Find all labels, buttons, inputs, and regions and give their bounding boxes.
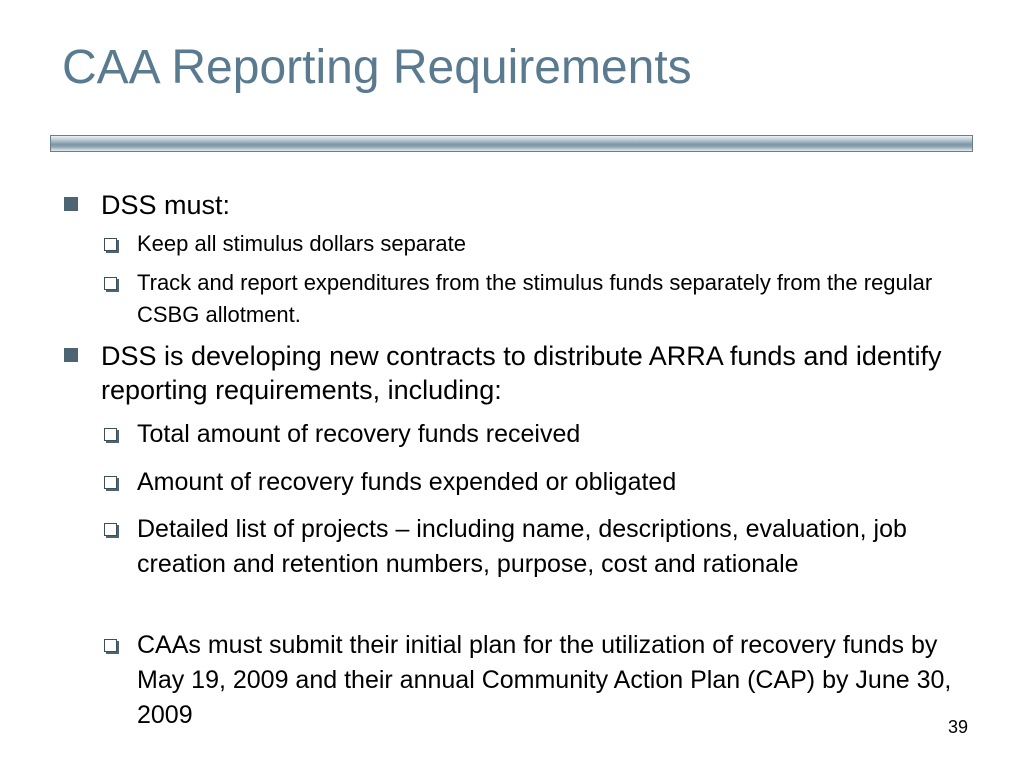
bullet-text: DSS must: xyxy=(101,190,231,220)
slide-title: CAA Reporting Requirements xyxy=(62,41,692,94)
sub-bullet-text: Keep all stimulus dollars separate xyxy=(137,231,466,256)
bullet-text: DSS is developing new contracts to distribute ARRA funds and identify reporting requirements, including: xyxy=(101,341,942,405)
sub-bullet-text: Total amount of recovery funds received xyxy=(137,420,581,448)
checkbox-bullet-icon xyxy=(104,476,117,489)
checkbox-bullet-icon xyxy=(104,639,117,652)
square-bullet-icon xyxy=(64,348,78,362)
checkbox-bullet-icon xyxy=(104,277,117,290)
sub-bullet-text: Track and report expenditures from the stimulus funds separately from the regular CSBG allotment. xyxy=(137,270,933,327)
page-number: 39 xyxy=(948,717,969,737)
checkbox-bullet-icon xyxy=(104,523,117,536)
sub-bullet-text: CAAs must submit their initial plan for the utilization of recovery funds by May 19, 2009 and their annual Community Action Plan (CAP) by June 30, 2009 xyxy=(137,631,952,729)
checkbox-bullet-icon xyxy=(104,428,117,441)
sub-bullet-text: Amount of recovery funds expended or obligated xyxy=(137,468,677,496)
checkbox-bullet-icon xyxy=(104,238,117,251)
title-divider xyxy=(50,135,973,152)
sub-bullet-text: Detailed list of projects – including name, descriptions, evaluation, job creation and retention numbers, purpose, cost and rationale xyxy=(137,515,907,578)
square-bullet-icon xyxy=(64,197,78,211)
